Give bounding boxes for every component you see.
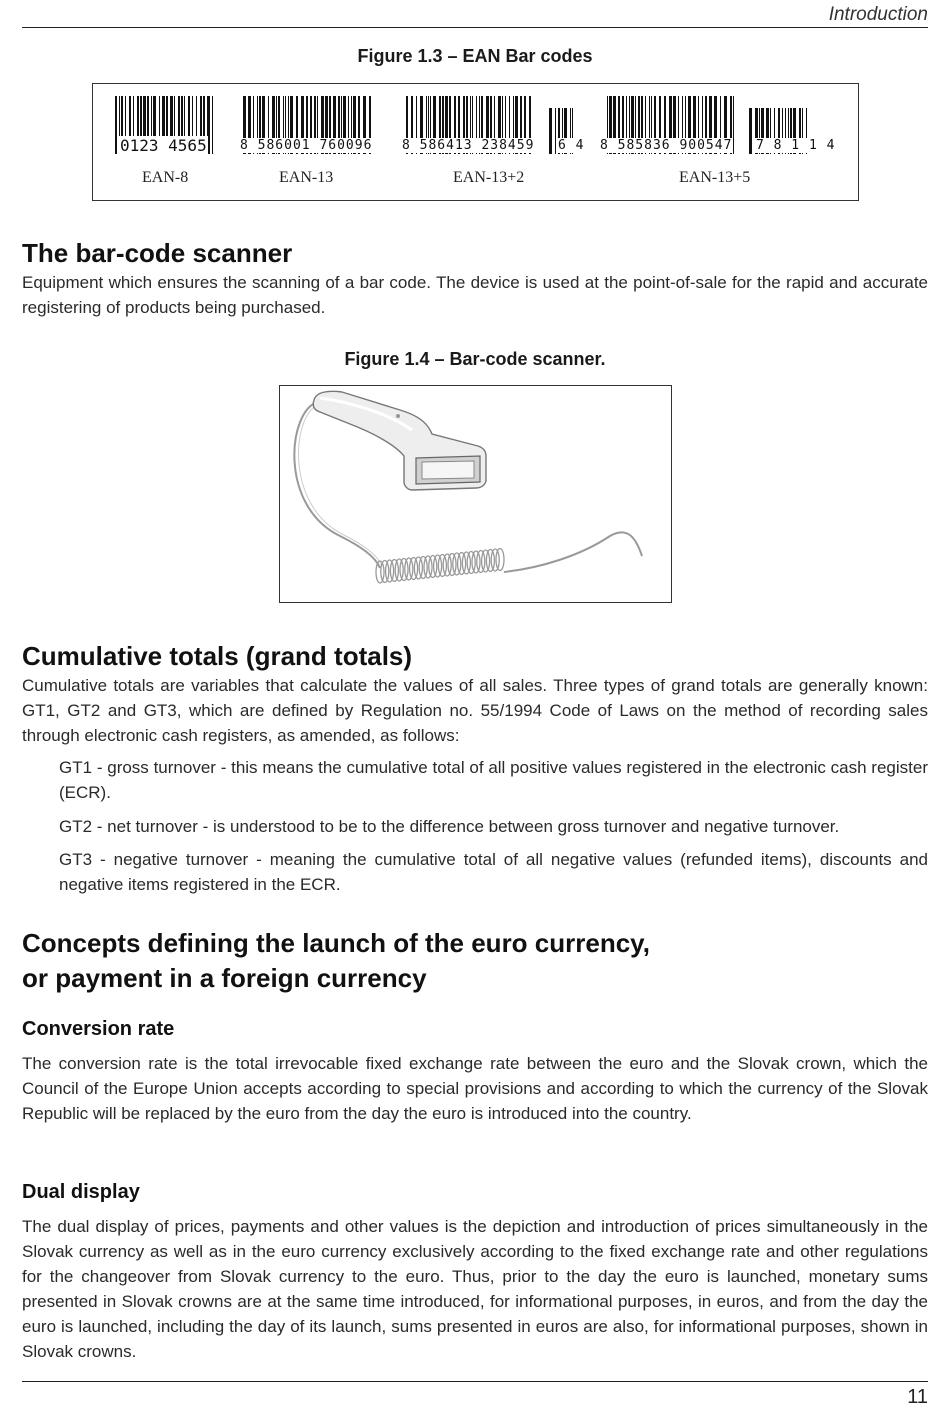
dual-display-heading: Dual display [22,1181,140,1203]
ean-13-5-label: EAN-13+5 [679,169,751,186]
ean-2-addon-barcode [549,108,577,166]
ean-13-2-label: EAN-13+2 [453,169,525,186]
totals-heading: Cumulative totals (grand totals) [22,641,413,671]
barcode-scanner-image [279,385,672,603]
header-rule [22,27,928,28]
figure-1-4-caption: Figure 1.4 – Bar-code scanner. [344,349,606,369]
totals-intro: Cumulative totals are variables that calculate the values of all sales. Three types of grand totals are generally known: GT1, GT2 and GT3, which are defined by Regulation no. 55/1994 Code of Laws on the method of recording sales through electronic cash registers, as amended, as follows: [22,676,928,745]
ean-barcodes-figure [92,83,859,201]
conversion-rate-paragraph: The conversion rate is the total irrevocable fixed exchange rate between the euro and the Slovak crown, which the Council of the Europe Union accepts according to special provisions and according to which the currency of the Slovak Republic will be replaced by the euro from the day the euro is introduced into the country. [22,1054,928,1123]
scanner-heading: The bar-code scanner [22,238,293,268]
dual-display-paragraph: The dual display of prices, payments and other values is the depiction and introduction of prices simultaneously in the Slovak currency as well as in the euro currency exclusively according to the fixed exchange rate and other regulations for the changeover from Slovak currency to the euro. Thus, prior to the day the euro is launched, monetary sums presented in Slovak crowns are at the same time introduced, for informational purposes, in euros, and from the day the euro is launched, including the day of its launch, sums presented in euros are also, for informational purposes, shown in Slovak crowns. [22,1217,928,1361]
ean-13-digits: 8 586001 760096 [240,138,373,153]
ean-5-addon-digits: 7 8 1 1 4 [756,138,836,153]
ean-13-label: EAN-13 [279,169,334,186]
ean-8-label: EAN-8 [142,169,189,186]
footer-rule [22,1381,928,1382]
gt3-item: GT3 - negative turnover - meaning the cumulative total of all negative values (refunded items), discounts and negative items registered in the ECR. [59,850,928,894]
gt2-item: GT2 - net turnover - is understood to be to the difference between gross turnover and negative turnover. [59,817,840,836]
gt1-item: GT1 - gross turnover - this means the cumulative total of all positive values registered in the electronic cash register (ECR). [59,758,928,802]
conversion-rate-heading: Conversion rate [22,1018,175,1040]
euro-heading-line-2: or payment in a foreign currency [22,963,427,993]
ean-2-addon-digits: 6 4 [558,138,585,153]
ean-5-addon-barcode [749,108,809,166]
barcode-scanner-icon [280,386,672,603]
ean-13-5-digits: 8 585836 900547 [600,138,733,153]
ean-8-digits: 0123 4565 [120,136,207,155]
ean-13-2-digits: 8 586413 238459 [402,138,535,153]
figure-1-3-caption: Figure 1.3 – EAN Bar codes [357,46,593,66]
running-header: Introduction [828,4,928,25]
scanner-paragraph: Equipment which ensures the scanning of a bar code. The device is used at the point-of-sale for the rapid and accurate registering of products being purchased. [22,273,928,317]
euro-heading-line-1: Concepts defining the launch of the euro currency, [22,928,650,958]
page-number: 11 [907,1386,928,1408]
